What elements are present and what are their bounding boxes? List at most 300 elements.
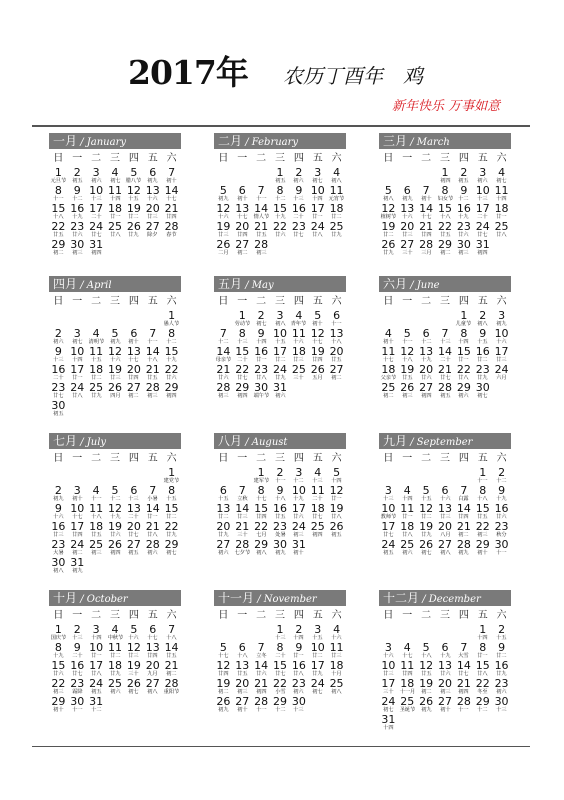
day-cell — [252, 539, 271, 557]
lunar-date: 廿二 — [166, 514, 177, 520]
lunar-date: 母亲节 — [215, 357, 232, 363]
day-cell — [87, 539, 106, 557]
day-number: 26 — [216, 238, 231, 251]
lunar-date: 廿三 — [147, 214, 158, 220]
day-number: 1 — [238, 309, 246, 322]
day-cell — [252, 678, 271, 696]
day-number: 8 — [460, 327, 468, 340]
day-cell — [143, 624, 162, 642]
lunar-date: 十八 — [237, 653, 248, 659]
lunar-date: 初九 — [218, 196, 229, 202]
day-number: 5 — [219, 641, 227, 654]
day-cell — [252, 503, 271, 521]
day-number: 15 — [475, 659, 490, 672]
lunar-date: 初二 — [218, 689, 229, 695]
day-cell — [398, 696, 417, 714]
day-cell — [473, 624, 492, 642]
day-cell — [214, 382, 233, 400]
day-cell — [49, 660, 68, 678]
day-number: 9 — [73, 641, 81, 654]
day-number: 27 — [126, 381, 141, 394]
lunar-date: 十七 — [128, 357, 140, 363]
lunar-date: 初七 — [312, 178, 323, 184]
lunar-date: 十七 — [147, 635, 158, 641]
day-number: 29 — [164, 538, 179, 551]
lunar-date: 廿二 — [218, 514, 229, 520]
lunar-date: 二十 — [237, 357, 248, 363]
lunar-date: 廿八 — [312, 232, 323, 238]
day-number: 17 — [272, 345, 287, 358]
lunar-date: 廿九 — [331, 232, 342, 238]
lunar-date: 十四 — [72, 357, 83, 363]
lunar-date: 十一月 — [399, 689, 416, 695]
day-number: 28 — [145, 381, 160, 394]
day-cell — [417, 521, 436, 539]
day-cell — [252, 382, 271, 400]
day-number: 27 — [437, 538, 452, 551]
lunar-date: 廿六 — [53, 671, 64, 677]
day-number: 8 — [54, 641, 62, 654]
day-cell — [379, 382, 398, 400]
month-header: 七月 / July — [49, 433, 181, 449]
day-cell — [252, 239, 271, 257]
month-header: 一月 / January — [49, 133, 181, 149]
day-number: 28 — [254, 695, 269, 708]
month-block — [49, 133, 181, 257]
lunar-date: 十三 — [72, 635, 83, 641]
day-cell — [308, 467, 327, 485]
day-number: 5 — [422, 484, 430, 497]
day-cell — [162, 203, 181, 221]
lunar-date: 初三 — [255, 250, 267, 256]
lunar-date: 冬至 — [477, 689, 488, 695]
day-number: 13 — [145, 641, 160, 654]
day-number: 1 — [276, 166, 284, 179]
lunar-date: 八月 — [439, 532, 451, 538]
weekday-label: 五 — [477, 296, 488, 307]
day-number: 9 — [54, 502, 62, 515]
month-header: 十一月 / November — [214, 590, 346, 606]
day-number: 22 — [164, 520, 179, 533]
day-number: 22 — [235, 363, 250, 376]
day-number: 19 — [419, 520, 434, 533]
day-cell — [49, 539, 68, 557]
day-cell — [398, 678, 417, 696]
day-number: 18 — [400, 520, 415, 533]
lunar-date: 十一 — [255, 196, 267, 202]
lunar-date: 六月 — [496, 375, 507, 381]
day-number: 11 — [400, 502, 415, 515]
day-number: 30 — [272, 538, 287, 551]
day-cell — [473, 485, 492, 503]
day-cell — [436, 503, 455, 521]
lunar-date: 初八 — [331, 178, 342, 184]
empty-day-cell — [379, 467, 398, 485]
weekday-label: 一 — [402, 453, 413, 464]
lunar-date: 初四 — [255, 689, 267, 695]
day-number: 1 — [54, 623, 62, 636]
lunar-date: 廿六 — [420, 375, 432, 381]
day-number: 8 — [257, 484, 265, 497]
day-number: 22 — [272, 677, 287, 690]
day-number: 6 — [441, 484, 449, 497]
day-number: 20 — [235, 220, 250, 233]
day-cell — [492, 485, 511, 503]
lunar-date: 九月 — [147, 671, 158, 677]
lunar-date: 重阳节 — [163, 689, 180, 695]
day-cell — [473, 346, 492, 364]
day-cell — [436, 660, 455, 678]
day-number: 15 — [254, 502, 269, 515]
lunar-date: 十五 — [128, 196, 140, 202]
day-cell — [124, 521, 143, 539]
day-number: 29 — [456, 381, 471, 394]
day-cell — [87, 346, 106, 364]
day-cell — [49, 239, 68, 257]
weekday-header-row — [379, 152, 511, 165]
day-number: 15 — [456, 345, 471, 358]
day-cell — [379, 239, 398, 257]
day-number: 20 — [145, 202, 160, 215]
day-number: 4 — [111, 166, 119, 179]
lunar-date: 廿四 — [420, 232, 432, 238]
day-number: 29 — [254, 538, 269, 551]
day-number: 5 — [130, 623, 138, 636]
day-number: 5 — [403, 327, 411, 340]
day-cell — [68, 503, 87, 521]
day-number: 8 — [276, 184, 284, 197]
day-number: 2 — [73, 166, 81, 179]
day-cell — [289, 203, 308, 221]
day-cell — [143, 503, 162, 521]
day-cell — [436, 382, 455, 400]
day-cell — [252, 642, 271, 660]
day-number: 17 — [70, 520, 85, 533]
weekday-label: 五 — [477, 610, 488, 621]
day-cell — [454, 696, 473, 714]
day-cell — [454, 328, 473, 346]
day-number: 3 — [479, 166, 487, 179]
day-cell — [417, 678, 436, 696]
day-number: 14 — [216, 345, 231, 358]
lunar-date: 廿三 — [402, 232, 413, 238]
weekday-label: 一 — [237, 453, 248, 464]
day-cell — [68, 485, 87, 503]
day-number: 25 — [400, 695, 415, 708]
day-number: 24 — [494, 363, 509, 376]
day-cell — [143, 382, 162, 400]
day-number: 10 — [70, 502, 85, 515]
lunar-date: 三月 — [420, 250, 432, 256]
day-number: 21 — [164, 659, 179, 672]
day-number: 10 — [475, 184, 490, 197]
lunar-date: 廿七 — [274, 671, 286, 677]
day-number: 25 — [494, 220, 509, 233]
lunar-date: 十二 — [293, 478, 305, 484]
lunar-date: 初十 — [420, 196, 432, 202]
lunar-date: 廿三 — [439, 514, 451, 520]
weekday-label: 日 — [383, 453, 394, 464]
lunar-date: 十五 — [477, 339, 488, 345]
day-number: 15 — [51, 202, 66, 215]
weekday-label: 四 — [458, 453, 469, 464]
day-cell — [436, 221, 455, 239]
lunar-date: 廿九 — [109, 671, 121, 677]
weekday-label: 二 — [256, 153, 267, 164]
day-cell — [454, 521, 473, 539]
lunar-date: 初六 — [458, 393, 470, 399]
day-number: 2 — [73, 623, 81, 636]
day-cell — [106, 624, 125, 642]
day-cell — [214, 503, 233, 521]
day-cell — [289, 521, 308, 539]
day-number: 7 — [149, 327, 157, 340]
day-cell — [308, 346, 327, 364]
day-cell — [68, 239, 87, 257]
lunar-date: 廿六 — [458, 232, 470, 238]
lunar-date: 十九 — [496, 496, 507, 502]
day-cell — [162, 678, 181, 696]
day-number: 22 — [254, 520, 269, 533]
lunar-date: 廿八 — [477, 671, 488, 677]
weekday-label: 三 — [109, 296, 120, 307]
day-cell — [417, 485, 436, 503]
day-cell — [454, 503, 473, 521]
day-number: 4 — [384, 327, 392, 340]
weekday-label: 四 — [293, 453, 304, 464]
day-number: 1 — [257, 466, 265, 479]
day-number: 3 — [295, 466, 303, 479]
day-number: 31 — [291, 538, 306, 551]
empty-day-cell — [214, 310, 233, 328]
lunar-date: 十九 — [439, 653, 451, 659]
day-number: 22 — [456, 363, 471, 376]
day-cell — [379, 696, 398, 714]
lunar-date: 廿三 — [53, 532, 64, 538]
day-cell — [379, 660, 398, 678]
month-block — [49, 590, 181, 714]
weekday-label: 四 — [458, 610, 469, 621]
day-number: 14 — [437, 345, 452, 358]
lunar-date: 初五 — [90, 689, 102, 695]
lunar-date: 廿四 — [128, 375, 140, 381]
day-cell — [106, 382, 125, 400]
day-number: 4 — [333, 623, 341, 636]
lunar-date: 十一 — [72, 707, 83, 713]
day-cell — [106, 503, 125, 521]
month-name-en: December — [428, 594, 481, 605]
day-number: 18 — [107, 659, 122, 672]
lunar-date: 十八 — [402, 357, 413, 363]
lunar-date: 廿六 — [496, 514, 507, 520]
day-number: 25 — [291, 363, 306, 376]
day-number: 1 — [479, 466, 487, 479]
month-header: 九月 / September — [379, 433, 511, 449]
lunar-date: 廿四 — [255, 514, 267, 520]
day-cell — [49, 678, 68, 696]
lunar-date: 廿九 — [420, 532, 432, 538]
day-cell — [492, 203, 511, 221]
day-cell — [233, 185, 252, 203]
day-number: 31 — [70, 556, 85, 569]
lunar-date: 十六 — [218, 214, 229, 220]
lunar-date: 十八 — [439, 214, 451, 220]
day-number: 16 — [475, 345, 490, 358]
day-number: 13 — [235, 202, 250, 215]
month-name-en: September — [416, 437, 473, 448]
day-cell — [68, 203, 87, 221]
weekday-label: 四 — [293, 610, 304, 621]
lunar-date: 初七 — [255, 321, 267, 327]
day-number: 27 — [437, 695, 452, 708]
day-number: 21 — [216, 363, 231, 376]
day-cell — [214, 328, 233, 346]
day-number: 23 — [70, 677, 85, 690]
day-cell — [49, 346, 68, 364]
lunar-date: 初二 — [331, 375, 342, 381]
lunar-date: 廿二 — [477, 357, 488, 363]
day-cell — [162, 539, 181, 557]
day-cell — [49, 382, 68, 400]
day-number: 7 — [441, 327, 449, 340]
weekday-label: 六 — [496, 453, 507, 464]
day-number: 18 — [329, 202, 344, 215]
day-cell — [308, 185, 327, 203]
empty-day-cell — [398, 310, 417, 328]
day-number: 20 — [329, 345, 344, 358]
lunar-date: 初五 — [458, 178, 470, 184]
lunar-date: 初十 — [383, 339, 394, 345]
day-number: 8 — [168, 484, 176, 497]
day-cell — [106, 185, 125, 203]
lunar-date: 廿二 — [496, 653, 507, 659]
lunar-date: 十四 — [496, 196, 507, 202]
day-cell — [492, 364, 511, 382]
day-number: 19 — [126, 659, 141, 672]
day-number: 10 — [310, 184, 325, 197]
day-cell — [398, 346, 417, 364]
day-number: 7 — [257, 641, 265, 654]
lunar-date: 初六 — [218, 550, 229, 556]
lunar-date: 霜降 — [72, 689, 83, 695]
day-number: 9 — [460, 184, 468, 197]
day-number: 31 — [272, 381, 287, 394]
weekday-label: 日 — [53, 296, 64, 307]
day-cell — [233, 642, 252, 660]
weekday-label: 四 — [128, 153, 139, 164]
lunar-date: 初六 — [293, 178, 305, 184]
day-cell — [87, 485, 106, 503]
day-number: 23 — [291, 220, 306, 233]
lunar-date: 初三 — [72, 250, 83, 256]
lunar-date: 廿六 — [72, 232, 83, 238]
lunar-date: 廿八 — [293, 671, 305, 677]
lunar-date: 初九 — [72, 568, 83, 574]
lunar-date: 十三 — [477, 196, 488, 202]
lunar-date: 初九 — [402, 196, 413, 202]
day-cell — [214, 239, 233, 257]
empty-day-cell — [417, 310, 436, 328]
lunar-date: 腊八节 — [126, 178, 142, 184]
day-cell — [473, 221, 492, 239]
lunar-date: 初二 — [237, 250, 248, 256]
day-number: 26 — [419, 695, 434, 708]
lunar-date: 十四 — [90, 635, 102, 641]
day-number: 19 — [216, 220, 231, 233]
empty-day-cell — [398, 467, 417, 485]
month-name-cn: 六月 — [383, 277, 408, 291]
lunar-date: 秋分 — [496, 532, 507, 538]
lunar-date: 十九 — [274, 214, 286, 220]
day-cell — [233, 203, 252, 221]
weekday-label: 三 — [439, 296, 450, 307]
lunar-date: 廿四 — [147, 653, 158, 659]
day-number: 8 — [276, 641, 284, 654]
day-cell — [271, 328, 290, 346]
day-number: 22 — [51, 677, 66, 690]
month-header: 十二月 / December — [379, 590, 511, 606]
day-number: 11 — [107, 184, 122, 197]
lunar-date: 二十 — [53, 375, 64, 381]
lunar-date: 十一 — [255, 707, 267, 713]
day-cell — [68, 364, 87, 382]
weekday-header-row — [49, 609, 181, 622]
day-number: 11 — [400, 659, 415, 672]
day-cell — [308, 660, 327, 678]
day-cell — [492, 521, 511, 539]
lunar-date: 国庆节 — [50, 635, 67, 641]
day-number: 10 — [381, 502, 396, 515]
day-number: 16 — [291, 202, 306, 215]
day-number: 21 — [419, 220, 434, 233]
month-header: 六月 / June — [379, 276, 511, 292]
day-cell — [492, 678, 511, 696]
weekday-label: 二 — [421, 153, 432, 164]
lunar-date: 廿六 — [255, 671, 267, 677]
day-cell — [214, 696, 233, 714]
day-cell — [327, 678, 346, 696]
day-number: 14 — [456, 659, 471, 672]
lunar-date: 廿一 — [477, 653, 488, 659]
day-cell — [233, 239, 252, 257]
day-number: 9 — [479, 327, 487, 340]
lunar-date: 廿二 — [109, 653, 121, 659]
day-cell — [271, 221, 290, 239]
day-cell — [327, 521, 346, 539]
day-number: 25 — [89, 381, 104, 394]
day-number: 25 — [381, 381, 396, 394]
lunar-date: 廿一 — [331, 496, 342, 502]
day-number: 19 — [381, 220, 396, 233]
month-block — [214, 590, 346, 714]
day-cell — [327, 642, 346, 660]
lunar-date: 十四 — [383, 725, 394, 731]
day-cell — [124, 485, 143, 503]
day-number: 29 — [272, 695, 287, 708]
lunar-date: 廿一 — [496, 214, 507, 220]
day-cell — [289, 167, 308, 185]
weekday-header-row — [379, 609, 511, 622]
lunar-date: 初二 — [53, 250, 64, 256]
month-name-en: July — [86, 437, 107, 448]
day-number: 12 — [419, 502, 434, 515]
lunar-date: 初十 — [439, 707, 451, 713]
day-number: 7 — [460, 484, 468, 497]
weekday-header-row — [379, 295, 511, 308]
day-cell — [271, 310, 290, 328]
lunar-date: 廿五 — [53, 232, 64, 238]
month-block — [379, 276, 511, 400]
